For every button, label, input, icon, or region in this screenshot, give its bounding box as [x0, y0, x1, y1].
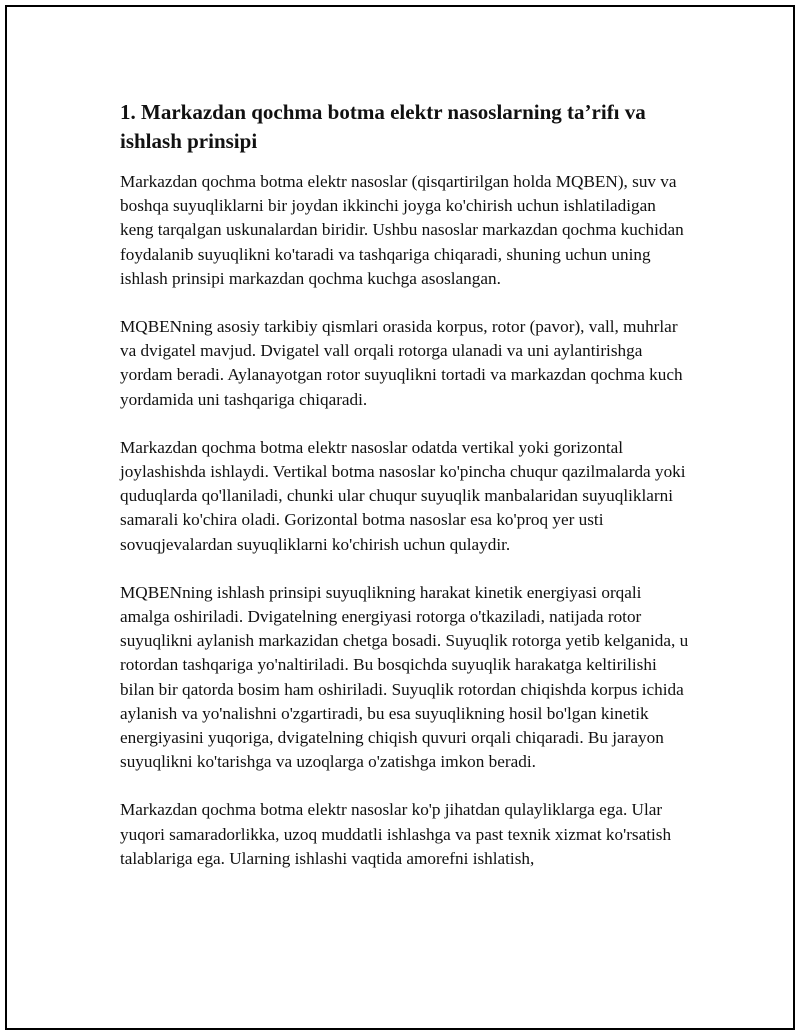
- paragraph-4: MQBENning ishlash prinsipi suyuqlikning harakat kinetik energiyasi orqali amalga oshiriladi. Dvigatelning energiyasi rotorga o'tkaziladi, natijada rotor suyuqlikni aylanish markazidan chetga bosadi. Suyuqlik rotorga yetib kelganida, u rotordan tashqariga yo'naltiriladi. Bu bosqichda suyuqlik harakatga keltirilishi bilan bir qatorda bosim ham oshiriladi. Suyuqlik rotordan chiqishda korpus ichida aylanish va yo'nalishni o'zgartiradi, bu esa suyuqlikning hosil bo'lgan kinetik energiyasini yuqoriga, dvigatelning chiqish quvuri orqali chiqaradi. Bu jarayon suyuqlikni ko'tarishga va uzoqlarga o'zatishga imkon beradi.: [120, 582, 689, 772]
- section-heading: 1. Markazdan qochma botma elektr nasoslarning ta’rifı va ishlash prinsipi: [120, 100, 646, 153]
- paragraph-5: Markazdan qochma botma elektr nasoslar ko'p jihatdan qulayliklarga ega. Ular yuqori samaradorlikka, uzoq muddatli ishlashga va past texnik xizmat ko'rsatish talablariga ega. Ularning ishlashi vaqtida amorefni ishlatish,: [120, 800, 672, 868]
- paragraph-3: Markazdan qochma botma elektr nasoslar odatda vertikal yoki gorizontal joylashishda ishlaydi. Vertikal botma nasoslar ko'pincha chuqur qazilmalarda yoki quduqlarda qo'llaniladi, chunki ular chuqur suyuqlik manbalaridan suyuqliklarni samarali ko'chira oladi. Gorizontal botma nasoslar esa ko'proq yer usti sovuqjevalardan suyuqliklarni ko'chirish uchun qulaydir.: [120, 437, 686, 554]
- page-border: [5, 5, 795, 1030]
- paragraph-2: MQBENning asosiy tarkibiy qismlari orasida korpus, rotor (pavor), vall, muhrlar va dvigatel mavjud. Dvigatel vall orqali rotorga ulanadi va uni aylantirishga yordam beradi. Aylanayotgan rotor suyuqlikni tortadi va markazdan qochma kuch yordamida uni tashqariga chiqaradi.: [120, 317, 683, 409]
- document-body: [120, 98, 690, 895]
- paragraph-1: Markazdan qochma botma elektr nasoslar (qisqartirilgan holda MQBEN), suv va boshqa suyuqliklarni bir joydan ikkinchi joyga ko'chirish uchun ishlatiladigan keng tarqalgan uskunalardan biridir. Ushbu nasoslar markazdan qochma kuchidan foydalanib suyuqlikni ko'taradi va tashqariga chiqaradi, shuning uchun uning ishlash prinsipi markazdan qochma kuchga asoslangan.: [120, 172, 684, 288]
